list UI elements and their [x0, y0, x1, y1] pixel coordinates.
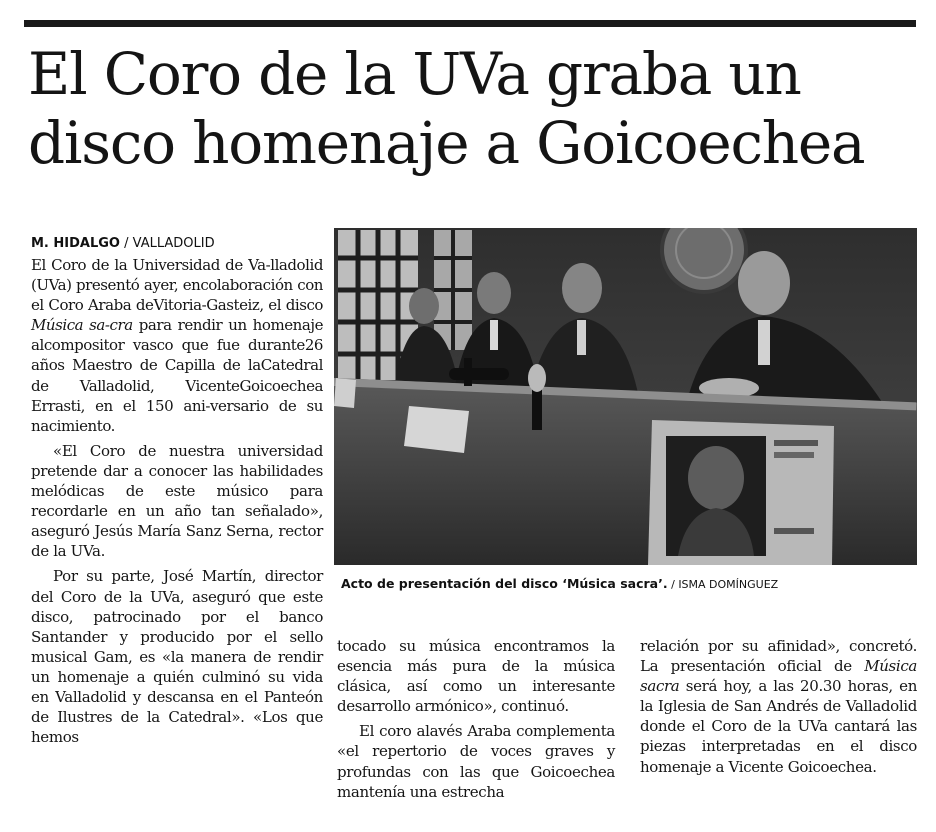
article-column-2 — [337, 636, 615, 802]
press-conference-photo — [334, 228, 917, 565]
byline-author: M. HIDALGO — [31, 236, 120, 251]
paragraph-4: tocado su música encontramos la esencia más pura de la música clásica, así como un interesante desarrollo armónico», continuó. — [337, 637, 615, 716]
byline-place: VALLADOLID — [132, 236, 215, 251]
headline-line-2: disco homenaje a Goicoechea — [28, 109, 865, 177]
photo-image — [334, 228, 917, 565]
article-column-3 — [640, 636, 917, 777]
paragraph-2: «El Coro de nuestra universidad pretende dar a conocer las habilidades melódicas de este músico para recordarle en un año tan señalado», aseguró Jesús María Sanz Serna, rector de la UVa. — [31, 441, 323, 561]
headline-line-1: El Coro de la UVa graba un — [28, 40, 801, 108]
caption-text: Acto de presentación del disco ‘Música sacra’. — [341, 576, 668, 591]
photo-caption — [341, 576, 778, 593]
top-rule — [24, 20, 916, 27]
university-seal — [662, 228, 746, 292]
photo-credit: ISMA DOMÍNGUEZ — [678, 578, 779, 591]
byline — [31, 236, 215, 252]
caption-separator: / — [667, 578, 679, 591]
paragraph-5: El coro alavés Araba complementa «el repertorio de voces graves y profundas con las que Goicoechea mantenía una estrecha — [337, 722, 615, 801]
paragraph-6: relación por su afinidad», concretó. La presentación oficial de Música sacra será hoy, a las 20.30 horas, en la Iglesia de San Andrés de Valladolid donde el Coro de la UVa cantará las piezas interpretadas en el disco homenaje a Vicente Goicoechea. — [640, 637, 917, 776]
paragraph-3: Por su parte, José Martín, director del Coro de la UVa, aseguró que este disco, patrocinado por el banco Santander y producido por el sello musical Gam, es «la manera de rendir un homenaje a quién culminó su vida en Valladolid y descansa en el Panteón de Ilustres de la Catedral». «Los que hemos — [31, 567, 323, 747]
headline — [28, 40, 918, 178]
paragraph-1: El Coro de la Universidad de Va-lladolid (UVa) presentó ayer, encolaboración con el Coro Araba deVitoria-Gasteiz, el disco Música sa-cra para rendir un homenaje alcompositor vasco que fue durante26 años Maestro de Capilla de laCatedral de Valladolid, VicenteGoicoechea Errasti, en el 150 ani-versario de su nacimiento. — [31, 256, 324, 435]
byline-separator: / — [119, 236, 133, 251]
cd-cover — [648, 420, 834, 565]
name-card-1 — [404, 406, 469, 453]
article-column-1 — [31, 255, 323, 747]
name-card-2 — [334, 378, 356, 408]
